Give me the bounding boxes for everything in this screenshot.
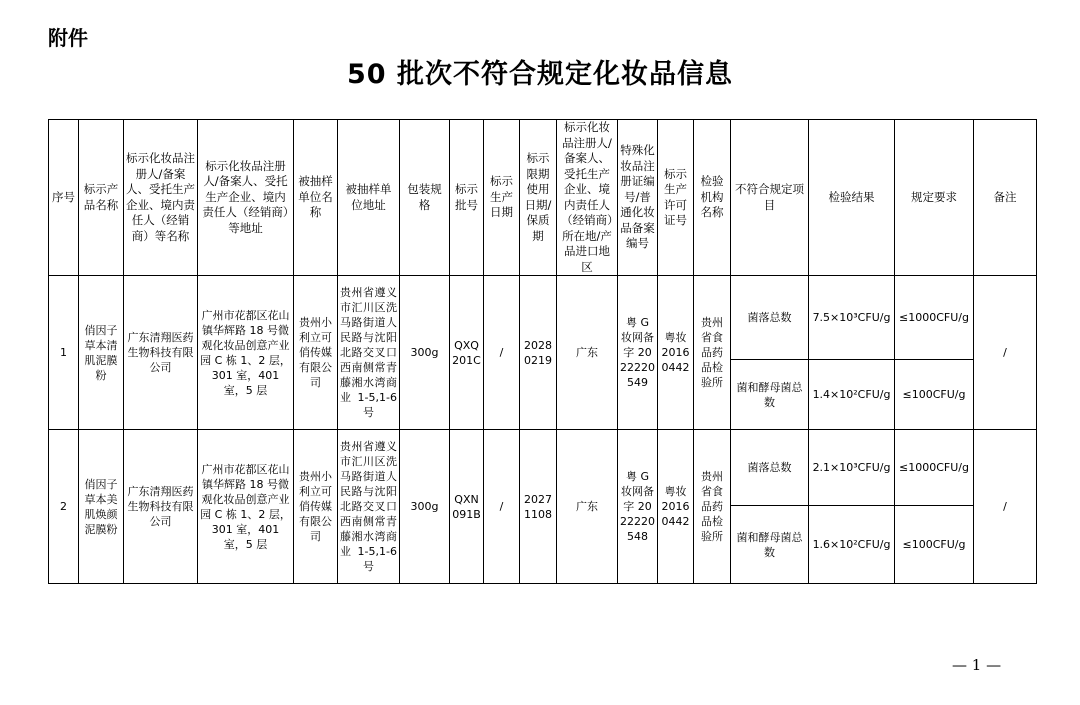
product-name: 俏因子草本美肌焕颜泥膜粉 <box>79 430 124 584</box>
noncompliant-cosmetics-table <box>48 119 1037 584</box>
page-title: 50 批次不符合规定化妆品信息 <box>347 59 733 90</box>
company-name: 广东清翔医药生物科技有限公司 <box>124 430 198 584</box>
attachment-label: 附件 <box>48 26 88 50</box>
header-cell: 标示化妆品注册人/备案人、受托生产企业、境内责任人（经销商）等名称 <box>124 120 198 276</box>
test-result: 2.1×10³CFU/g <box>809 430 895 506</box>
batch-number: QXN091B <box>450 430 484 584</box>
remark: / <box>974 276 1037 430</box>
row-number: 2 <box>49 430 79 584</box>
header-cell: 序号 <box>49 120 79 276</box>
header-cell: 标示化妆品注册人/备案人、受托生产企业、境内责任人（经销商）所在地/产品进口地区 <box>557 120 618 276</box>
package-size: 300g <box>400 430 450 584</box>
batch-number: QXQ201C <box>450 276 484 430</box>
registration-number: 粤 G 妆网备字 2022220548 <box>618 430 658 584</box>
requirement: ≤1000CFU/g <box>895 430 974 506</box>
header-cell: 被抽样单位名称 <box>294 120 338 276</box>
sampled-unit-address: 贵州省遵义市汇川区洗马路街道人民路与沈阳北路交叉口西南侧常青藤湘水湾商业 1-5,1-6 号 <box>338 276 400 430</box>
test-result: 7.5×10³CFU/g <box>809 276 895 360</box>
sampled-unit-name: 贵州小利立可俏传媒有限公司 <box>294 276 338 430</box>
header-cell: 标示批号 <box>450 120 484 276</box>
noncompliant-item: 菌和酵母菌总数 <box>731 360 809 430</box>
page-number: — 1 — <box>952 656 1002 674</box>
registration-number: 粤 G 妆网备字 2022220549 <box>618 276 658 430</box>
header-cell: 标示生产许可证号 <box>658 120 694 276</box>
header-cell: 备注 <box>974 120 1037 276</box>
test-result: 1.4×10²CFU/g <box>809 360 895 430</box>
production-date: / <box>484 276 520 430</box>
expiry-date: 20271108 <box>520 430 557 584</box>
license-number: 粤妆 20160442 <box>658 430 694 584</box>
product-name: 俏因子草本清肌泥膜粉 <box>79 276 124 430</box>
company-name: 广东清翔医药生物科技有限公司 <box>124 276 198 430</box>
inspection-org: 贵州省食品药品检验所 <box>694 430 731 584</box>
sampled-unit-address: 贵州省遵义市汇川区洗马路街道人民路与沈阳北路交叉口西南侧常青藤湘水湾商业 1-5,1-6 号 <box>338 430 400 584</box>
header-cell: 标示生产日期 <box>484 120 520 276</box>
header-cell: 规定要求 <box>895 120 974 276</box>
test-result: 1.6×10²CFU/g <box>809 506 895 584</box>
header-cell: 被抽样单位地址 <box>338 120 400 276</box>
header-cell: 标示产品名称 <box>79 120 124 276</box>
header-cell: 检验机构名称 <box>694 120 731 276</box>
license-number: 粤妆 20160442 <box>658 276 694 430</box>
region: 广东 <box>557 276 618 430</box>
noncompliant-item: 菌和酵母菌总数 <box>731 506 809 584</box>
expiry-date: 20280219 <box>520 276 557 430</box>
header-cell: 检验结果 <box>809 120 895 276</box>
noncompliant-item: 菌落总数 <box>731 430 809 506</box>
row-number: 1 <box>49 276 79 430</box>
production-date: / <box>484 430 520 584</box>
sampled-unit-name: 贵州小利立可俏传媒有限公司 <box>294 430 338 584</box>
table-row <box>49 430 1037 506</box>
remark: / <box>974 430 1037 584</box>
requirement: ≤100CFU/g <box>895 360 974 430</box>
header-cell: 标示限期使用日期/保质期 <box>520 120 557 276</box>
header-cell: 标示化妆品注册人/备案人、受托生产企业、境内责任人（经销商）等地址 <box>198 120 294 276</box>
table-header-row <box>49 120 1037 276</box>
requirement: ≤1000CFU/g <box>895 276 974 360</box>
inspection-org: 贵州省食品药品检验所 <box>694 276 731 430</box>
region: 广东 <box>557 430 618 584</box>
package-size: 300g <box>400 276 450 430</box>
requirement: ≤100CFU/g <box>895 506 974 584</box>
table-row <box>49 276 1037 360</box>
company-address: 广州市花都区花山镇华辉路 18 号微观化妆品创意产业园 C 栋 1、2 层，301 室，401 室，5 层 <box>198 276 294 430</box>
header-cell: 特殊化妆品注册证编号/普通化妆品备案编号 <box>618 120 658 276</box>
header-cell: 不符合规定项目 <box>731 120 809 276</box>
header-cell: 包装规格 <box>400 120 450 276</box>
noncompliant-item: 菌落总数 <box>731 276 809 360</box>
company-address: 广州市花都区花山镇华辉路 18 号微观化妆品创意产业园 C 栋 1、2 层，301 室，401 室，5 层 <box>198 430 294 584</box>
